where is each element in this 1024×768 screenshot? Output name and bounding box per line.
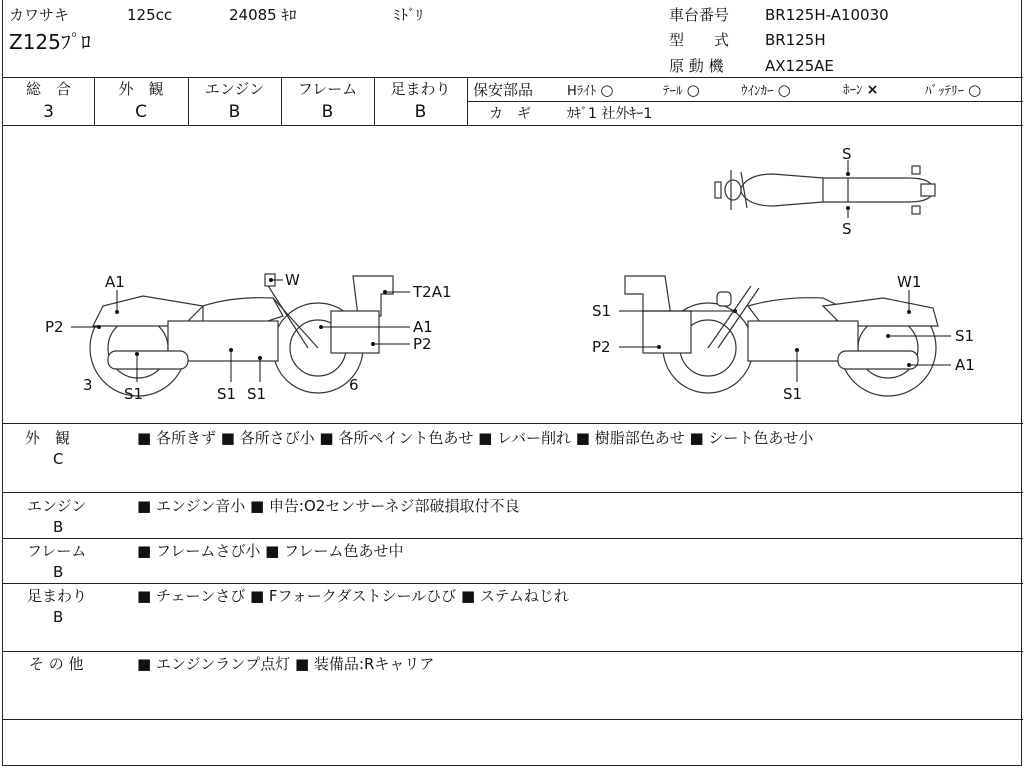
- left-label-a1-right: A1: [413, 318, 433, 336]
- type-label: 型 式: [669, 31, 730, 49]
- remark-other-text: ■ エンジンランプ点灯 ■ 装備品:Rキャリア: [137, 655, 435, 673]
- grade-frame: B: [321, 102, 334, 122]
- right-label-p2: P2: [592, 338, 611, 356]
- winker-mark: ○: [777, 81, 791, 99]
- frame-no-label: 車台番号: [669, 6, 730, 24]
- horn-mark: ×: [866, 82, 879, 98]
- engine-label: 原 動 機: [669, 57, 724, 75]
- grade-header-overall: 総 合: [25, 80, 71, 98]
- right-label-a1: A1: [955, 356, 975, 374]
- right-label-s1-bottom: S1: [783, 385, 803, 403]
- safety-item-winker: ｳｲﾝｶｰ ○: [741, 81, 791, 99]
- left-label-s1-c: S1: [247, 385, 267, 403]
- right-label-s1-right: S1: [955, 327, 975, 345]
- battery-mark: ○: [968, 81, 982, 99]
- safety-label: 保安部品: [473, 81, 534, 99]
- remark-suspension-title: 足まわり: [27, 587, 88, 605]
- left-label-w: W: [285, 271, 300, 289]
- frame-no: BR125H-A10030: [765, 6, 889, 24]
- remark-exterior-grade: C: [53, 450, 64, 468]
- remark-frame-grade: B: [53, 563, 64, 581]
- headlight-mark: ○: [600, 81, 614, 99]
- remark-suspension-text: ■ チェーンさび ■ Fフォークダストシールひび ■ ステムねじれ: [137, 587, 569, 605]
- remark-suspension-grade: B: [53, 608, 64, 626]
- inspection-sheet: [2, 0, 1022, 766]
- key-label: カ ギ: [489, 106, 531, 122]
- grade-overall: 3: [43, 102, 54, 122]
- damage-diagram: [3, 126, 1023, 423]
- safety-item-headlight: Hﾗｲﾄ ○: [567, 81, 614, 99]
- remark-engine-text: ■ エンジン音小 ■ 申告:O2センサーネジ部破損取付不良: [137, 497, 520, 515]
- mileage: 24085 ｷﾛ: [229, 6, 297, 24]
- type-value: BR125H: [765, 31, 826, 49]
- left-label-3: 3: [83, 376, 93, 394]
- grade-exterior: C: [135, 102, 147, 122]
- body-color: ﾐﾄﾞﾘ: [393, 6, 424, 24]
- left-label-s1-b: S1: [217, 385, 237, 403]
- left-label-t2a1: T2A1: [413, 283, 452, 301]
- safety-item-tail: ﾃｰﾙ ○: [663, 81, 700, 99]
- displacement: 125cc: [127, 6, 173, 24]
- left-label-6: 6: [349, 376, 359, 394]
- bike-left-side-view: [90, 274, 393, 396]
- left-label-p2-right: P2: [413, 335, 432, 353]
- safety-item-battery: ﾊﾞｯﾃﾘｰ ○: [925, 81, 982, 99]
- grade-header-engine: エンジン: [204, 80, 265, 98]
- remark-engine-grade: B: [53, 518, 64, 536]
- model-name: Z125ﾌﾟﾛ: [9, 30, 91, 54]
- tail-mark: ○: [686, 81, 700, 99]
- grade-header-exterior: 外 観: [118, 80, 164, 98]
- grade-engine: B: [228, 102, 241, 122]
- remark-exterior-text: ■ 各所きず ■ 各所さび小 ■ 各所ペイント色あせ ■ レバー削れ ■ 樹脂部色あせ ■ シート色あせ小: [137, 429, 814, 447]
- remark-frame-text: ■ フレームさび小 ■ フレーム色あせ中: [137, 542, 404, 560]
- grade-header-frame: フレーム: [297, 80, 358, 98]
- right-label-w1: W1: [897, 273, 922, 291]
- left-label-s1-a: S1: [124, 385, 144, 403]
- top-label-s-bottom: S: [842, 220, 852, 238]
- remark-other-title: そ の 他: [29, 655, 84, 673]
- remark-engine-title: エンジン: [27, 497, 87, 515]
- right-label-s1-top: S1: [592, 302, 612, 320]
- bike-top-view: [715, 166, 935, 214]
- safety-item-horn: ﾎｰﾝ ×: [843, 82, 879, 98]
- remark-exterior-title: 外 観: [25, 429, 71, 447]
- left-label-a1: A1: [105, 273, 125, 291]
- top-label-s-top: S: [842, 145, 852, 163]
- maker: カワサキ: [9, 6, 70, 24]
- grade-suspension: B: [414, 102, 427, 122]
- grade-header-suspension: 足まわり: [390, 80, 451, 98]
- left-label-p2: P2: [45, 318, 64, 336]
- engine-value: AX125AE: [765, 57, 834, 75]
- key-value: ｶｷﾞ1 社外ｷｰ1: [567, 106, 653, 122]
- remark-frame-title: フレーム: [27, 542, 87, 560]
